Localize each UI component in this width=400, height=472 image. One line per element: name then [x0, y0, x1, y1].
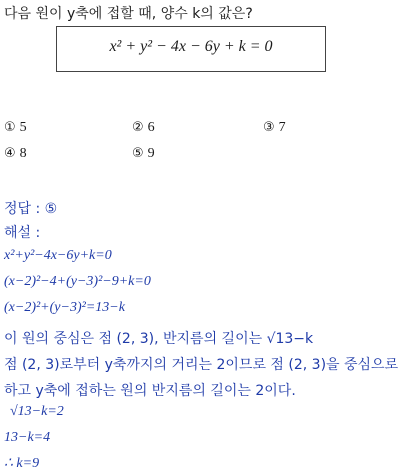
- option-number: ②: [132, 120, 144, 135]
- option-value: 9: [147, 146, 155, 161]
- option-1[interactable]: [4, 120, 27, 136]
- option-number: ①: [4, 120, 16, 135]
- option-value: 7: [278, 120, 286, 135]
- option-number: ③: [263, 120, 275, 135]
- solution-line-1: x²+y²−4x−6y+k=0: [4, 248, 112, 263]
- equation: x² + y² − 4x − 6y + k = 0: [109, 38, 273, 55]
- answer: 정답 : ⑤: [4, 201, 58, 217]
- option-3[interactable]: [263, 120, 286, 136]
- solution-line-4: 이 원의 중심은 점 (2, 3), 반지름의 길이는 √13−k: [4, 331, 314, 347]
- option-5[interactable]: [132, 146, 155, 162]
- option-value: 8: [19, 146, 27, 161]
- solution-line-9: ∴ k=9: [4, 456, 40, 471]
- option-number: ④: [4, 146, 16, 161]
- solution-line-7: √13−k=2: [10, 404, 64, 419]
- option-number: ⑤: [132, 146, 144, 161]
- solution-line-3: (x−2)²+(y−3)²=13−k: [4, 300, 125, 315]
- solution-line-8: 13−k=4: [4, 430, 51, 445]
- option-value: 5: [19, 120, 27, 135]
- option-2[interactable]: [132, 120, 155, 136]
- solution-line-2: (x−2)²−4+(y−3)²−9+k=0: [4, 274, 151, 289]
- option-4[interactable]: [4, 146, 27, 162]
- option-value: 6: [147, 120, 155, 135]
- explanation-label: 해설 :: [4, 225, 41, 241]
- solution-line-5: 점 (2, 3)로부터 y축까지의 거리는 2이므로 점 (2, 3)을 중심으로: [4, 357, 399, 373]
- question-text: 다음 원이 y축에 접할 때, 양수 k의 값은?: [4, 6, 253, 22]
- solution-line-6: 하고 y축에 접하는 원의 반지름의 길이는 2이다.: [4, 383, 296, 399]
